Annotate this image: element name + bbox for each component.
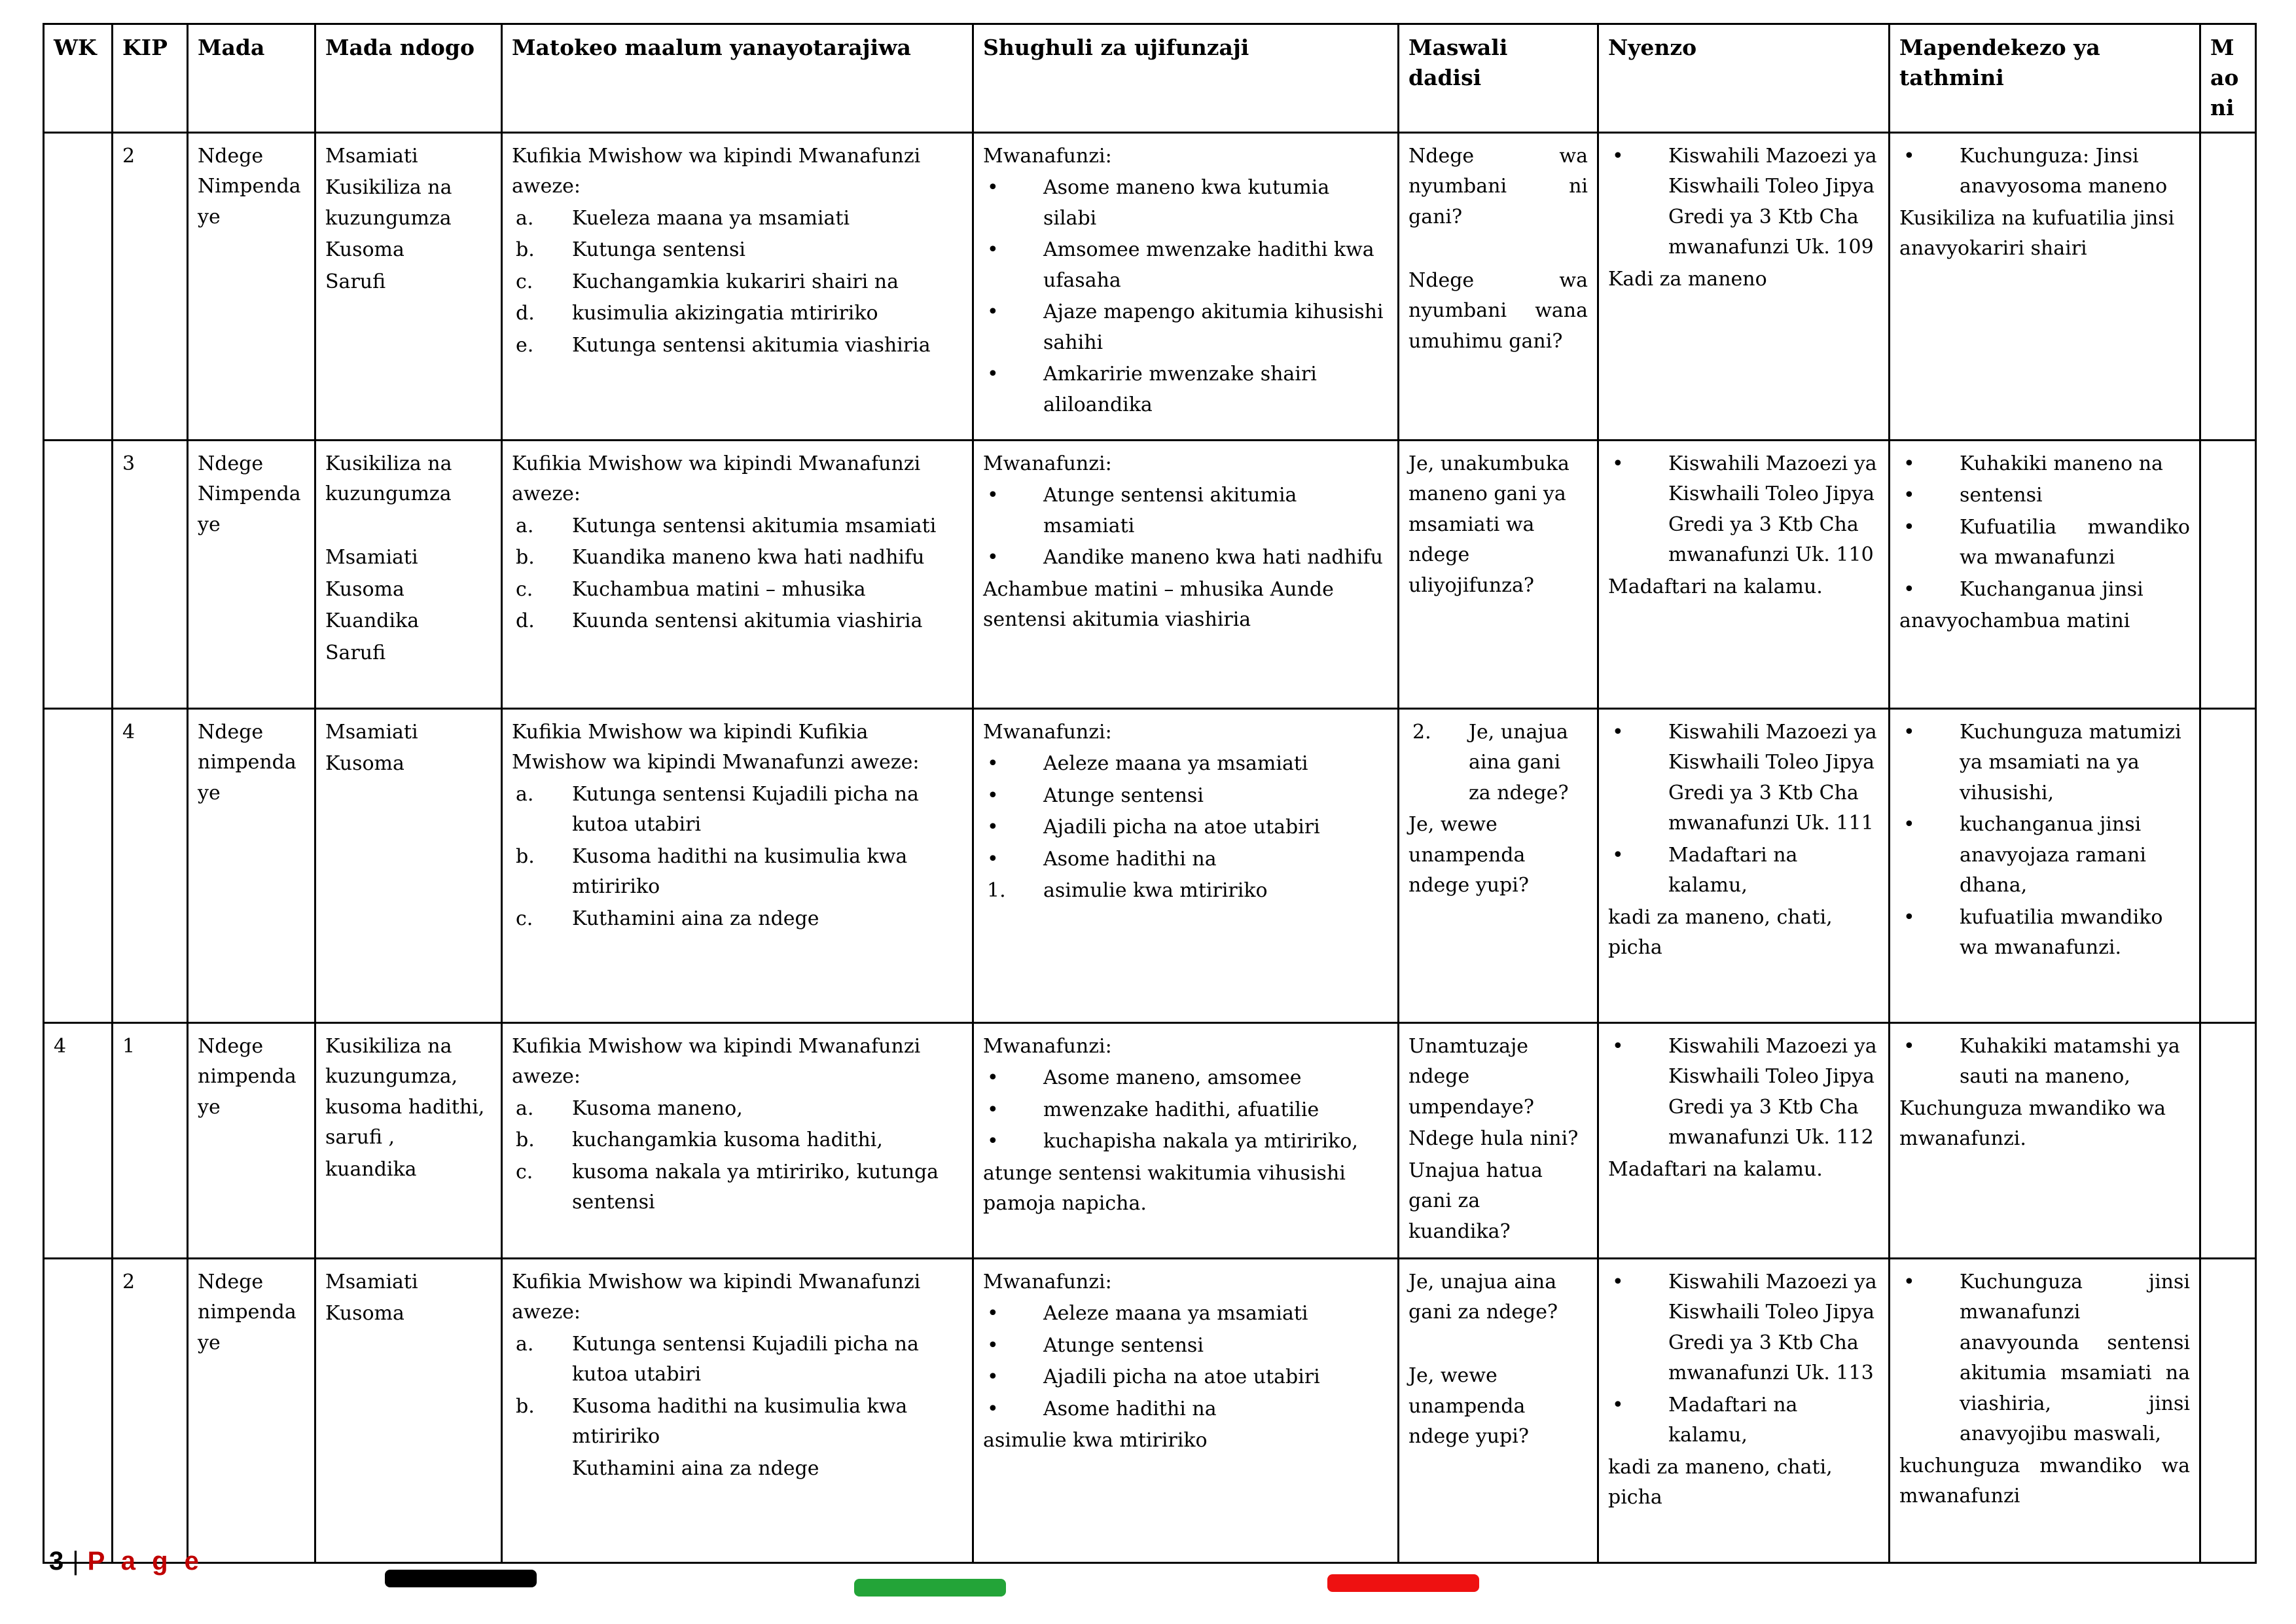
- cell-maswali: [1399, 708, 1598, 1022]
- item-text: Kuchangamkia kukariri shairi na: [572, 270, 899, 293]
- cell-maoni: [2200, 132, 2256, 440]
- bullet-item: [1899, 717, 2190, 809]
- cell-mada: Ndege Nimpendaye: [188, 132, 315, 440]
- bullet-item: [1608, 717, 1879, 839]
- list-marker: b.: [516, 844, 535, 868]
- page-number-label: [49, 1547, 204, 1576]
- cell-mada: Ndege nimpendaye: [188, 708, 315, 1022]
- bullet-marker: •: [1612, 144, 1624, 168]
- text-line: Kusikiliza na kuzungumza, kusoma hadithi, sarufi ,: [325, 1034, 485, 1149]
- cell-nyenzo: [1598, 440, 1890, 708]
- list-item: [512, 1157, 963, 1218]
- bullet-marker: •: [1612, 720, 1624, 744]
- bullet-marker: •: [1903, 577, 1915, 601]
- bullet-marker: •: [1612, 1270, 1624, 1293]
- col-header-wk: WK: [44, 24, 113, 133]
- cell-wk: [44, 708, 113, 1022]
- cell-shughuli: [973, 708, 1399, 1022]
- text-line: Kadi za maneno: [1608, 267, 1767, 291]
- bullet-marker: •: [1903, 905, 1915, 929]
- list-marker: c.: [516, 1160, 533, 1183]
- table-row: [44, 440, 2256, 708]
- text-line: kadi za maneno, chati, picha: [1608, 905, 1833, 960]
- col-header-kip: KIP: [113, 24, 188, 133]
- cell-wk: [44, 132, 113, 440]
- item-text: sentensi: [1960, 484, 2043, 507]
- item-text: Kuchunguza matumizi ya msamiati na ya vihusishi,: [1960, 720, 2181, 804]
- cell-matokeo: [502, 708, 973, 1022]
- bullet-item: [983, 1299, 1388, 1329]
- list-marker: 2.: [1412, 720, 1431, 744]
- scheme-of-work-table: [43, 23, 2257, 1564]
- col-header-matokeo: Matokeo maalum yanayotarajiwa: [502, 24, 973, 133]
- list-marker: a.: [516, 1096, 534, 1120]
- col-header-mapendekezo: Mapendekezo ya tathmini: [1890, 24, 2200, 133]
- text-line: [1408, 1329, 1588, 1360]
- cell-shughuli: [973, 440, 1399, 708]
- list-item: [512, 204, 963, 234]
- cell-maswali: [1399, 1022, 1598, 1258]
- item-text: kuchanganua jinsi anavyojaza ramani dhana,: [1960, 813, 2146, 897]
- text-line: Kusikiliza na kuzungumza: [325, 452, 452, 506]
- text-line: Msamiati: [325, 546, 418, 569]
- cell-nyenzo: [1598, 1258, 1890, 1562]
- text-line: Je, unakumbuka maneno gani ya msamiati wa ndege uliyojifunza?: [1408, 452, 1570, 597]
- text-line: anavyochambua matini: [1899, 609, 2130, 633]
- text-line: kuandika: [325, 1157, 417, 1181]
- cell-mada-ndogo: [315, 1022, 502, 1258]
- list-item: [512, 780, 963, 840]
- text-line: Msamiati: [325, 1270, 418, 1293]
- item-text: kuchangamkia kusoma hadithi,: [572, 1128, 883, 1152]
- text-line: Ndege wa nyumbani ni gani?: [1408, 144, 1588, 228]
- text-line: Msamiati: [325, 720, 418, 744]
- list-marker: b.: [516, 238, 535, 262]
- item-text: Kusoma maneno,: [572, 1096, 743, 1120]
- text-line: Kusikiliza na kuzungumza: [325, 176, 452, 230]
- bullet-item: [1899, 1267, 2190, 1450]
- bullet-marker: •: [987, 816, 999, 839]
- list-item: [512, 1125, 963, 1156]
- cell-mada: Ndege nimpendaye: [188, 1022, 315, 1258]
- item-text: Atunge sentensi: [1043, 784, 1204, 807]
- bullet-item: [983, 1127, 1388, 1157]
- text-line: Kusoma: [325, 238, 404, 262]
- text-line: kuchunguza mwandiko wa mwanafunzi: [1899, 1454, 2190, 1508]
- table-row: [44, 1022, 2256, 1258]
- list-item: [512, 1454, 963, 1485]
- cell-mada-ndogo: [315, 708, 502, 1022]
- item-text: Kiswahili Mazoezi ya Kiswhaili Toleo Jipya Gredi ya 3 Ktb Cha mwanafunzi Uk. 110: [1668, 452, 1877, 567]
- col-header-nyenzo: Nyenzo: [1598, 24, 1890, 133]
- item-text: Kuhakiki matamshi ya sauti na maneno,: [1960, 1034, 2180, 1089]
- list-item: [512, 1329, 963, 1390]
- bullet-item: [983, 173, 1388, 234]
- text-line: Sarufi: [325, 270, 386, 293]
- bullet-item: [1899, 513, 2190, 573]
- col-header-mada: Mada: [188, 24, 315, 133]
- list-marker: a.: [516, 1332, 534, 1356]
- list-item: [512, 331, 963, 361]
- text-line: Mwanafunzi:: [983, 720, 1112, 744]
- black-bar: [385, 1570, 537, 1587]
- list-item: [1408, 717, 1588, 809]
- text-line: Mwanafunzi:: [983, 1270, 1112, 1293]
- list-marker: d.: [516, 302, 535, 325]
- item-text: kuchapisha nakala ya mtiririko,: [1043, 1130, 1358, 1153]
- item-text: Ajadili picha na atoe utabiri: [1043, 816, 1320, 839]
- text-line: Je, unajua aina gani za ndege?: [1408, 1270, 1558, 1324]
- bullet-item: [983, 1095, 1388, 1126]
- cell-matokeo: [502, 440, 973, 708]
- item-text: Kutunga sentensi akitumia viashiria: [572, 333, 931, 357]
- item-text: Amkaririe mwenzake shairi aliloandika: [1043, 363, 1317, 416]
- list-item: [512, 1094, 963, 1125]
- cell-maswali: [1399, 132, 1598, 440]
- text-line: Mwanafunzi:: [983, 144, 1112, 168]
- item-text: Madaftari na kalamu,: [1668, 1393, 1798, 1447]
- list-item: [983, 876, 1388, 907]
- text-line: Unajua hatua gani za kuandika?: [1408, 1159, 1543, 1243]
- bullet-marker: •: [1903, 813, 1915, 837]
- text-line: Kusoma: [325, 577, 404, 601]
- bullet-marker: •: [987, 300, 999, 324]
- text-line: Madaftari na kalamu.: [1608, 575, 1823, 598]
- bullet-marker: •: [987, 363, 999, 386]
- text-line: Kufikia Mwishow wa kipindi Mwanafunzi aweze:: [512, 144, 921, 198]
- bullet-item: [1899, 903, 2190, 964]
- page-footer: [0, 1542, 2296, 1624]
- list-item: [512, 298, 963, 329]
- bullet-item: [983, 749, 1388, 780]
- bullet-marker: •: [1612, 1393, 1624, 1416]
- item-text: Kufuatilia mwandiko wa mwanafunzi: [1960, 515, 2190, 569]
- red-bar: [1327, 1574, 1479, 1592]
- cell-kip: 2: [113, 1258, 188, 1562]
- green-bar: [854, 1579, 1006, 1597]
- item-text: Kiswahili Mazoezi ya Kiswhaili Toleo Jipya Gredi ya 3 Ktb Cha mwanafunzi Uk. 109: [1668, 144, 1877, 259]
- list-marker: a.: [516, 206, 534, 230]
- bullet-marker: •: [987, 238, 999, 262]
- item-text: asimulie kwa mtiririko: [1043, 879, 1268, 903]
- bullet-item: [983, 1394, 1388, 1425]
- text-line: Ndege hula nini?: [1408, 1127, 1579, 1151]
- list-item: [512, 267, 963, 298]
- bullet-marker: •: [1903, 515, 1915, 539]
- bullet-marker: •: [987, 1397, 999, 1420]
- cell-maoni: [2200, 1258, 2256, 1562]
- cell-nyenzo: [1598, 132, 1890, 440]
- list-marker: c.: [516, 270, 533, 293]
- bullet-item: [983, 297, 1388, 358]
- bullet-item: [983, 844, 1388, 875]
- item-text: Atunge sentensi: [1043, 1333, 1204, 1357]
- item-text: Madaftari na kalamu,: [1668, 843, 1798, 897]
- cell-matokeo: [502, 1258, 973, 1562]
- bullet-item: [983, 1331, 1388, 1362]
- header-row: [44, 24, 2256, 133]
- text-line: Ndege wa nyumbani wana umuhimu gani?: [1408, 268, 1588, 353]
- text-line: Kusoma: [325, 1302, 404, 1326]
- item-text: Asome hadithi na: [1043, 847, 1217, 871]
- cell-nyenzo: [1598, 1022, 1890, 1258]
- list-marker: e.: [516, 333, 534, 357]
- item-text: Kuthamini aina za ndege: [572, 907, 819, 930]
- item-text: Kuandika maneno kwa hati nadhifu: [572, 546, 925, 569]
- bullet-marker: •: [1903, 144, 1915, 168]
- item-text: Kutunga sentensi: [572, 238, 745, 262]
- bullet-item: [1608, 141, 1879, 263]
- text-line: Madaftari na kalamu.: [1608, 1157, 1823, 1181]
- cell-kip: 3: [113, 440, 188, 708]
- bullet-item: [1608, 1032, 1879, 1153]
- bullet-item: [1608, 1390, 1879, 1451]
- item-text: Asome maneno kwa kutumia silabi: [1043, 176, 1330, 230]
- item-text: Kutunga sentensi Kujadili picha na kutoa utabiri: [572, 1332, 919, 1386]
- item-text: Kuthamini aina za ndege: [572, 1456, 819, 1480]
- bullet-item: [1899, 480, 2190, 511]
- page-separator: |: [72, 1547, 80, 1576]
- table-row: [44, 1258, 2256, 1562]
- item-text: Asome maneno, amsomee: [1043, 1066, 1302, 1090]
- item-text: Kuhakiki maneno na: [1960, 452, 2163, 475]
- item-text: Kiswahili Mazoezi ya Kiswhaili Toleo Jipya Gredi ya 3 Ktb Cha mwanafunzi Uk. 111: [1668, 720, 1877, 835]
- bullet-item: [983, 235, 1388, 296]
- text-line: Kusikiliza na kufuatilia jinsi anavyokariri shairi: [1899, 206, 2175, 261]
- text-line: Je, wewe unampenda ndege yupi?: [1408, 1364, 1529, 1449]
- bullet-item: [983, 781, 1388, 812]
- item-text: Kuchambua matini – mhusika: [572, 577, 866, 601]
- bullet-item: [983, 359, 1388, 420]
- bullet-marker: •: [987, 784, 999, 807]
- bullet-marker: •: [1903, 1270, 1915, 1293]
- bullet-marker: •: [1903, 452, 1915, 475]
- item-text: Kuunda sentensi akitumia viashiria: [572, 609, 923, 633]
- bullet-item: [1899, 141, 2190, 202]
- bullet-marker: •: [987, 176, 999, 200]
- item-text: Kutunga sentensi akitumia msamiati: [572, 514, 937, 537]
- list-item: [512, 904, 963, 935]
- cell-matokeo: [502, 132, 973, 440]
- text-line: Mwanafunzi:: [983, 452, 1112, 475]
- bullet-item: [983, 543, 1388, 573]
- col-header-mada-ndogo: Mada ndogo: [315, 24, 502, 133]
- bullet-item: [1608, 449, 1879, 571]
- page-word: P a g e: [87, 1547, 204, 1576]
- cell-mapendekezo: [1890, 1258, 2200, 1562]
- bullet-marker: •: [987, 546, 999, 569]
- item-text: Kuchanganua jinsi: [1960, 577, 2144, 601]
- item-text: kusoma nakala ya mtiririko, kutunga sentensi: [572, 1160, 939, 1214]
- bullet-marker: •: [1612, 843, 1624, 867]
- cell-maswali: [1399, 440, 1598, 708]
- item-text: Kiswahili Mazoezi ya Kiswhaili Toleo Jipya Gredi ya 3 Ktb Cha mwanafunzi Uk. 112: [1668, 1034, 1877, 1149]
- cell-maoni: [2200, 708, 2256, 1022]
- item-text: Ajadili picha na atoe utabiri: [1043, 1365, 1320, 1389]
- text-line: Sarufi: [325, 641, 386, 664]
- text-line: Achambue matini – mhusika Aunde sentensi akitumia viashiria: [983, 577, 1334, 632]
- bullet-item: [1899, 810, 2190, 901]
- list-item: [512, 543, 963, 573]
- cell-maoni: [2200, 440, 2256, 708]
- list-marker: b.: [516, 1128, 535, 1152]
- bullet-item: [1608, 1267, 1879, 1389]
- cell-mada: Ndege nimpendaye: [188, 1258, 315, 1562]
- item-text: Aeleze maana ya msamiati: [1043, 752, 1308, 776]
- bullet-item: [1899, 449, 2190, 480]
- bullet-item: [1608, 840, 1879, 901]
- bullet-item: [983, 480, 1388, 541]
- cell-wk: [44, 1258, 113, 1562]
- text-line: Msamiati: [325, 144, 418, 168]
- text-line: Kufikia Mwishow wa kipindi Mwanafunzi aweze:: [512, 1270, 921, 1324]
- item-text: Aeleze maana ya msamiati: [1043, 1302, 1308, 1326]
- list-item: [512, 1392, 963, 1453]
- text-line: Kufikia Mwishow wa kipindi Mwanafunzi aweze:: [512, 1034, 921, 1089]
- list-item: [512, 235, 963, 266]
- bullet-marker: •: [987, 484, 999, 507]
- cell-wk: 4: [44, 1022, 113, 1258]
- table-row: [44, 132, 2256, 440]
- cell-wk: [44, 440, 113, 708]
- item-text: Ajaze mapengo akitumia kihusishi sahihi: [1043, 300, 1384, 354]
- item-text: Aandike maneno kwa hati nadhifu: [1043, 546, 1383, 569]
- bullet-marker: •: [987, 1302, 999, 1326]
- col-header-maswali: Maswali dadisi: [1399, 24, 1598, 133]
- cell-maswali: [1399, 1258, 1598, 1562]
- cell-mada-ndogo: [315, 132, 502, 440]
- col-header-shughuli: Shughuli za ujifunzaji: [973, 24, 1399, 133]
- item-text: Kueleza maana ya msamiati: [572, 206, 850, 230]
- bullet-item: [983, 1063, 1388, 1094]
- text-line: [325, 511, 492, 542]
- cell-kip: 2: [113, 132, 188, 440]
- bullet-marker: •: [1612, 1034, 1624, 1058]
- text-line: Kuandika: [325, 609, 420, 633]
- list-item: [512, 511, 963, 542]
- cell-mada-ndogo: [315, 1258, 502, 1562]
- cell-mada: Ndege Nimpendaye: [188, 440, 315, 708]
- bullet-marker: •: [987, 1333, 999, 1357]
- item-text: kusimulia akizingatia mtiririko: [572, 302, 878, 325]
- col-header-maoni: Maoni: [2200, 24, 2256, 133]
- text-line: Unamtuzaje ndege umpendaye?: [1408, 1034, 1534, 1119]
- page-number: 3: [49, 1547, 65, 1576]
- bullet-marker: •: [987, 1098, 999, 1121]
- bullet-marker: •: [987, 1066, 999, 1090]
- text-line: Kufikia Mwishow wa kipindi Kufikia Mwishow wa kipindi Mwanafunzi aweze:: [512, 720, 920, 774]
- text-line: Mwanafunzi:: [983, 1034, 1112, 1058]
- text-line: Je, wewe unampenda ndege yupi?: [1408, 813, 1529, 897]
- item-text: Kutunga sentensi Kujadili picha na kutoa utabiri: [572, 782, 919, 837]
- list-marker: a.: [516, 782, 534, 806]
- bullet-marker: •: [987, 752, 999, 776]
- text-line: kadi za maneno, chati, picha: [1608, 1455, 1833, 1509]
- cell-kip: 1: [113, 1022, 188, 1258]
- bullet-item: [983, 812, 1388, 843]
- text-line: Kuchunguza mwandiko wa mwanafunzi.: [1899, 1096, 2166, 1151]
- item-text: Kuchunguza: Jinsi anavyosoma maneno: [1960, 144, 2168, 198]
- text-line: Kusoma: [325, 752, 404, 776]
- bullet-item: [983, 1362, 1388, 1393]
- list-marker: d.: [516, 609, 535, 633]
- item-text: Asome hadithi na: [1043, 1397, 1217, 1420]
- cell-mada-ndogo: [315, 440, 502, 708]
- list-marker: a.: [516, 514, 534, 537]
- item-text: Atunge sentensi akitumia msamiati: [1043, 484, 1297, 537]
- bullet-marker: •: [1903, 1034, 1915, 1058]
- cell-mapendekezo: [1890, 708, 2200, 1022]
- bullet-marker: •: [987, 1365, 999, 1389]
- list-marker: b.: [516, 1394, 535, 1418]
- cell-kip: 4: [113, 708, 188, 1022]
- cell-shughuli: [973, 132, 1399, 440]
- bullet-marker: •: [1612, 452, 1624, 475]
- list-marker: c.: [516, 577, 533, 601]
- list-item: [512, 575, 963, 605]
- item-text: Amsomee mwenzake hadithi kwa ufasaha: [1043, 238, 1374, 292]
- bullet-marker: •: [1903, 720, 1915, 744]
- cell-mapendekezo: [1890, 440, 2200, 708]
- item-text: mwenzake hadithi, afuatilie: [1043, 1098, 1319, 1121]
- item-text: Je, unajua aina gani za ndege?: [1469, 720, 1569, 804]
- bullet-marker: •: [1903, 484, 1915, 507]
- cell-shughuli: [973, 1022, 1399, 1258]
- cell-nyenzo: [1598, 708, 1890, 1022]
- text-line: [1408, 234, 1588, 264]
- cell-mapendekezo: [1890, 1022, 2200, 1258]
- cell-mapendekezo: [1890, 132, 2200, 440]
- text-line: Kufikia Mwishow wa kipindi Mwanafunzi aweze:: [512, 452, 921, 506]
- item-text: Kusoma hadithi na kusimulia kwa mtiririko: [572, 1394, 908, 1449]
- cell-matokeo: [502, 1022, 973, 1258]
- bullet-marker: •: [987, 847, 999, 871]
- list-marker: b.: [516, 546, 535, 569]
- item-text: kufuatilia mwandiko wa mwanafunzi.: [1960, 905, 2163, 960]
- bullet-item: [1899, 575, 2190, 605]
- list-marker: 1.: [987, 879, 1006, 903]
- list-marker: c.: [516, 907, 533, 930]
- list-item: [512, 842, 963, 903]
- item-text: Kiswahili Mazoezi ya Kiswhaili Toleo Jipya Gredi ya 3 Ktb Cha mwanafunzi Uk. 113: [1668, 1270, 1877, 1385]
- bullet-marker: •: [987, 1130, 999, 1153]
- table-row: [44, 708, 2256, 1022]
- list-item: [512, 606, 963, 637]
- text-line: atunge sentensi wakitumia vihusishi pamoja napicha.: [983, 1161, 1346, 1216]
- text-line: asimulie kwa mtiririko: [983, 1429, 1208, 1453]
- item-text: Kuchunguza jinsi mwanafunzi anavyounda sentensi akitumia msamiati na viashiria, jinsi anavyojibu maswali,: [1960, 1270, 2190, 1446]
- bullet-item: [1899, 1032, 2190, 1092]
- cell-shughuli: [973, 1258, 1399, 1562]
- cell-maoni: [2200, 1022, 2256, 1258]
- item-text: Kusoma hadithi na kusimulia kwa mtiririko: [572, 844, 908, 899]
